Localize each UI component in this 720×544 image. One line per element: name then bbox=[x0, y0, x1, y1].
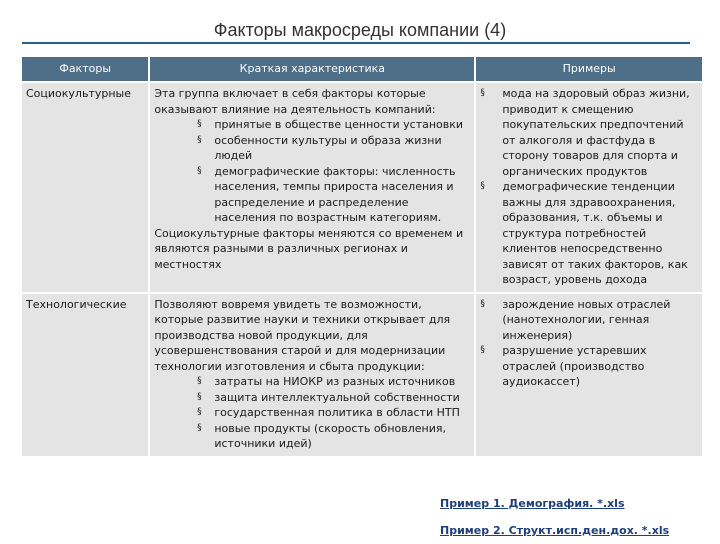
title-underline bbox=[22, 42, 690, 44]
list-item: § особенности культуры и образа жизни людей bbox=[154, 133, 470, 164]
list-item: § принятые в обществе ценности установки bbox=[154, 117, 470, 133]
bullet-icon: § bbox=[197, 119, 202, 129]
list-item: § зарождение новых отраслей (нанотехнологии, генная инженерия) bbox=[480, 297, 671, 342]
list-item: § демографические тенденции важны для здравоохранения, образования, т.к. объемы и структура потребностей клиентов непосредственно зависят от таких факторов, как возраст, уровень дохода bbox=[480, 180, 688, 286]
list-item: § государственная политика в области НТП bbox=[154, 405, 470, 421]
factors-table bbox=[20, 55, 704, 458]
list-item: § разрушение устаревших отраслей (производство аудиокассет) bbox=[480, 344, 647, 388]
description-cell bbox=[150, 294, 474, 456]
examples-cell bbox=[476, 294, 702, 456]
list-item: § демографические факторы: численность населения, темпы прироста населения и распределение и распределение населения по возрастным категориям. bbox=[154, 164, 470, 226]
list-item: § затраты на НИОКР из разных источников bbox=[154, 374, 470, 390]
table-row bbox=[22, 294, 702, 456]
bullet-icon: § bbox=[480, 181, 485, 191]
list-item: § защита интеллектуальной собственности bbox=[154, 390, 470, 406]
table-row bbox=[22, 83, 702, 292]
bullet-icon: § bbox=[197, 376, 202, 386]
bullet-icon: § bbox=[480, 88, 485, 98]
header-factors: Факторы bbox=[22, 57, 148, 81]
bullet-icon: § bbox=[197, 391, 202, 402]
bullet-icon: § bbox=[480, 298, 485, 309]
description-cell bbox=[150, 83, 474, 292]
description-outro: Социокультурные факторы меняются со временем и являются разными в различных регионах и местностях bbox=[154, 226, 464, 271]
bullet-icon: § bbox=[197, 165, 202, 176]
bullet-icon: § bbox=[480, 345, 485, 355]
list-item: § новые продукты (скорость обновления, источники идей) bbox=[154, 421, 470, 452]
bullet-icon: § bbox=[197, 134, 202, 145]
bullet-icon: § bbox=[197, 422, 202, 433]
bullet-icon: § bbox=[197, 407, 202, 417]
header-examples: Примеры bbox=[476, 57, 702, 81]
examples-cell bbox=[476, 83, 702, 292]
slide-title: Факторы макросреды компании (4) bbox=[213, 20, 507, 40]
factor-cell: Социокультурные bbox=[22, 83, 148, 292]
link-example-income-structure[interactable]: Пример 2. Структ.исп.ден.дох. *.xls bbox=[440, 524, 670, 537]
table-header-row bbox=[22, 57, 702, 81]
list-item: § мода на здоровый образ жизни, приводит к смещению покупательских предпочтений от алкоголя и фастфуда в сторону товаров для спорта и органических продуктов bbox=[480, 87, 690, 178]
factor-cell: Технологические bbox=[22, 294, 148, 456]
description-intro: Эта группа включает в себя факторы которые оказывают влияние на деятельность компаний: bbox=[154, 87, 436, 116]
link-example-demography[interactable]: Пример 1. Демография. *.xls bbox=[440, 497, 625, 510]
example-links bbox=[440, 490, 669, 544]
header-description: Краткая характеристика bbox=[150, 57, 474, 81]
description-intro: Позволяют вовремя увидеть те возможности, которые развитие науки и техники открывает для производства новой продукции, для усовершенствования старой и для модернизации технологии изготовления и сбыта продукции: bbox=[154, 297, 451, 373]
